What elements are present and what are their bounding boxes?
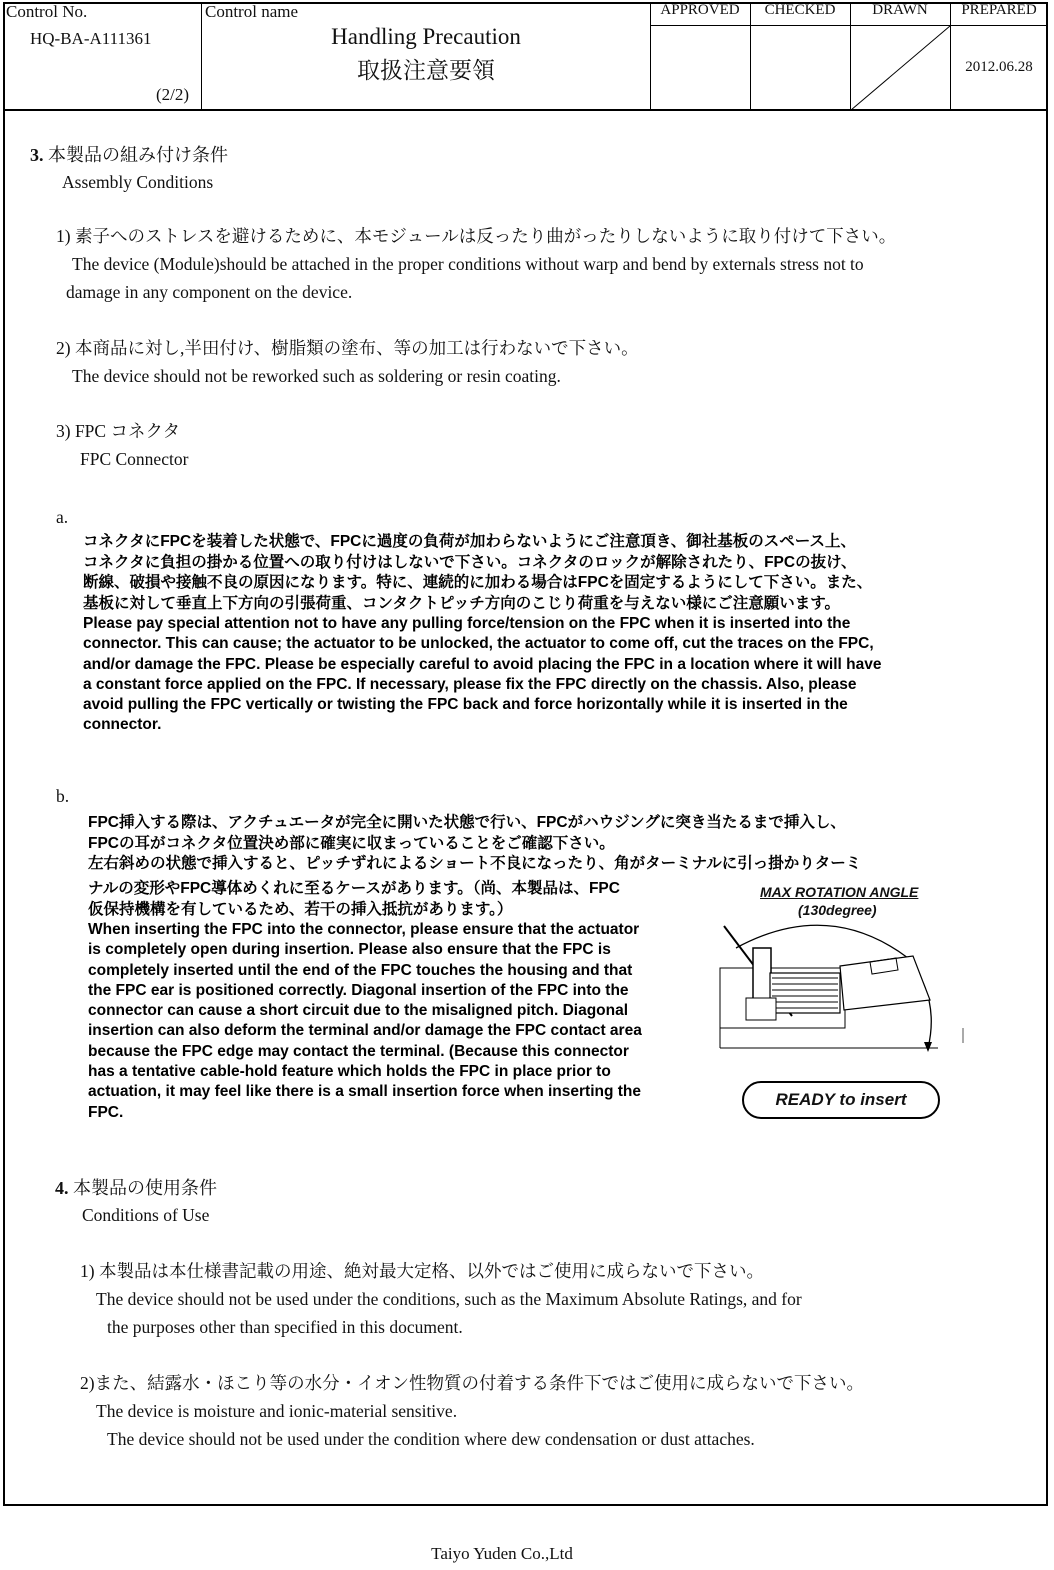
document-title: Handling Precaution	[331, 24, 521, 49]
s3-b-line: FPC.	[88, 1103, 124, 1121]
s3-a-line: connector. This can cause; the actuator to be unlocked, the actuator to come off, cut the traces on the FPC,	[83, 635, 874, 653]
diagram-title: MAX ROTATION ANGLE	[760, 884, 919, 900]
s3-b-line: 仮保持機構を有しているため、若干の挿入抵抗があります。）	[88, 900, 513, 918]
s3-b-line: is completely open during insertion. Please also ensure that the FPC is	[88, 941, 611, 959]
section4-title-jp: 本製品の使用条件	[73, 1178, 217, 1198]
prepared-label: PREPARED	[961, 2, 1037, 18]
s3-b-line: connector can cause a short circuit due to the misaligned pitch. Diagonal	[88, 1002, 629, 1020]
s3-b-text-full	[88, 813, 988, 875]
drawn-slash	[851, 26, 950, 110]
header-row-line	[650, 25, 1048, 26]
control-no-value: HQ-BA-A111361	[30, 29, 152, 48]
footer-company: Taiyo Yuden Co.,Ltd	[431, 1544, 573, 1563]
s3-b-line: has a tentative cable-hold feature which holds the FPC in place prior to	[88, 1063, 611, 1081]
s3-b-line: 左右斜めの状態で挿入すると、ピッチずれによるショート不良になったり、角がターミナルに引っ掛かりターミ	[88, 855, 862, 872]
document-title-jp: 取扱注意要領	[357, 58, 495, 83]
drawn-label: DRAWN	[872, 2, 928, 18]
s4-item2-en2: The device should not be used under the condition where dew condensation or dust attaches.	[107, 1429, 755, 1449]
s3-b-label: b.	[56, 786, 70, 806]
s3-a-line: コネクタに負担の掛かる位置への取り付けはしないで下さい。コネクタのロックが解除されたり、FPCの抜け、	[83, 553, 857, 571]
s3-a-label: a.	[56, 507, 69, 527]
s3-a-line: and/or damage the FPC. Please be especially careful to avoid placing the FPC in a location where it will have	[83, 655, 882, 673]
section3-title-en: Assembly Conditions	[62, 172, 214, 192]
s3-a-line: connector.	[83, 716, 162, 734]
s3-item2-jp: 2) 本商品に対し,半田付け、樹脂類の塗布、等の加工は行わないで下さい。	[56, 338, 639, 358]
s4-item2-jp: 2)また、結露水・ほこり等の水分・イオン性物質の付着する条件下ではご使用に成らないで下さい。	[80, 1373, 865, 1393]
prepared-date: 2012.06.28	[965, 59, 1033, 75]
s3-item1-en2: damage in any component on the device.	[66, 282, 353, 302]
control-no-label: Control No.	[6, 2, 88, 21]
s3-a-text-block	[83, 532, 983, 736]
section3-heading	[30, 141, 228, 167]
approved-label: APPROVED	[660, 2, 740, 18]
s3-b-line: ナルの変形やFPC導体めくれに至るケースがあります。（尚、本製品は、FPC	[88, 880, 620, 897]
connector-diagram	[708, 918, 973, 1078]
s3-b-line: because the FPC edge may contact the terminal. (Because this connector	[88, 1042, 629, 1060]
s3-item1-jp: 1) 素子へのストレスを避けるために、本モジュールは反ったり曲がったりしないように取り付けて下さい。	[56, 226, 897, 246]
s3-a-line: コネクタにFPCを装着した状態で、FPCに過度の負荷が加わらないようにご注意頂き、御社基板のスペース上、	[83, 533, 856, 550]
section4-number: 4.	[55, 1178, 69, 1198]
s3-b-text-left	[88, 879, 708, 1123]
s3-item3-jp: 3) FPC コネクタ	[56, 421, 181, 441]
control-name-label: Control name	[205, 2, 299, 21]
s4-item1-jp: 1) 本製品は本仕様書記載の用途、絶対最大定格、以外ではご使用に成らないで下さい。	[80, 1261, 764, 1281]
s3-b-line: the FPC ear is positioned correctly. Diagonal insertion of the FPC into the	[88, 981, 629, 999]
ready-to-insert-badge	[742, 1081, 940, 1119]
section4-heading	[55, 1174, 217, 1200]
s3-item2-en: The device should not be reworked such as soldering or resin coating.	[72, 366, 561, 386]
s3-a-line: 基板に対して垂直上下方向の引張荷重、コンタクトピッチ方向のこじり荷重を与えない様にご注意願います。	[83, 594, 841, 612]
section3-title-jp: 本製品の組み付け条件	[48, 145, 228, 165]
s3-b-line: completely inserted until the end of the FPC touches the housing and that	[88, 961, 633, 979]
s3-a-line: 断線、破損や接触不良の原因になります。特に、連続的に加わる場合はFPCを固定するようにして下さい。また、	[83, 574, 873, 591]
s3-b-line: When inserting the FPC into the connector, please ensure that the actuator	[88, 921, 640, 938]
s3-item3-en: FPC Connector	[80, 449, 189, 469]
s4-item1-en2: the purposes other than specified in this document.	[107, 1317, 463, 1337]
section4-title-en: Conditions of Use	[82, 1205, 210, 1225]
s3-a-line: a constant force applied on the FPC. If necessary, please fix the FPC directly on the chassis. Also, please	[83, 675, 857, 693]
section3-number: 3.	[30, 145, 44, 165]
s3-b-line: FPC挿入する際は、アクチュエータが完全に開いた状態で行い、FPCがハウジングに突き当たるまで挿入し、	[88, 814, 846, 831]
s3-b-line: actuation, it may feel like there is a small insertion force when inserting the	[88, 1083, 641, 1101]
diagram-subtitle: (130degree)	[798, 902, 877, 918]
s3-a-line: avoid pulling the FPC vertically or twisting the FPC back and force horizontally while it is inserted in the	[83, 696, 848, 714]
s4-item2-en1: The device is moisture and ionic-material sensitive.	[96, 1401, 458, 1421]
page-indicator: (2/2)	[156, 85, 190, 104]
s3-b-line: FPCの耳がコネクタ位置決め部に確実に収まっていることをご確認下さい。	[88, 834, 615, 852]
ready-to-insert-label: READY to insert	[775, 1090, 907, 1109]
s4-item1-en1: The device should not be used under the conditions, such as the Maximum Absolute Ratings, and for	[96, 1289, 802, 1309]
s3-b-line: insertion can also deform the terminal and/or damage the FPC contact area	[88, 1022, 642, 1040]
s3-item1-en1: The device (Module)should be attached in the proper conditions without warp and bend by externals stress not to	[72, 254, 864, 274]
s3-a-line: Please pay special attention not to have any pulling force/tension on the FPC when it is inserted into the	[83, 615, 851, 632]
checked-label: CHECKED	[764, 2, 836, 18]
